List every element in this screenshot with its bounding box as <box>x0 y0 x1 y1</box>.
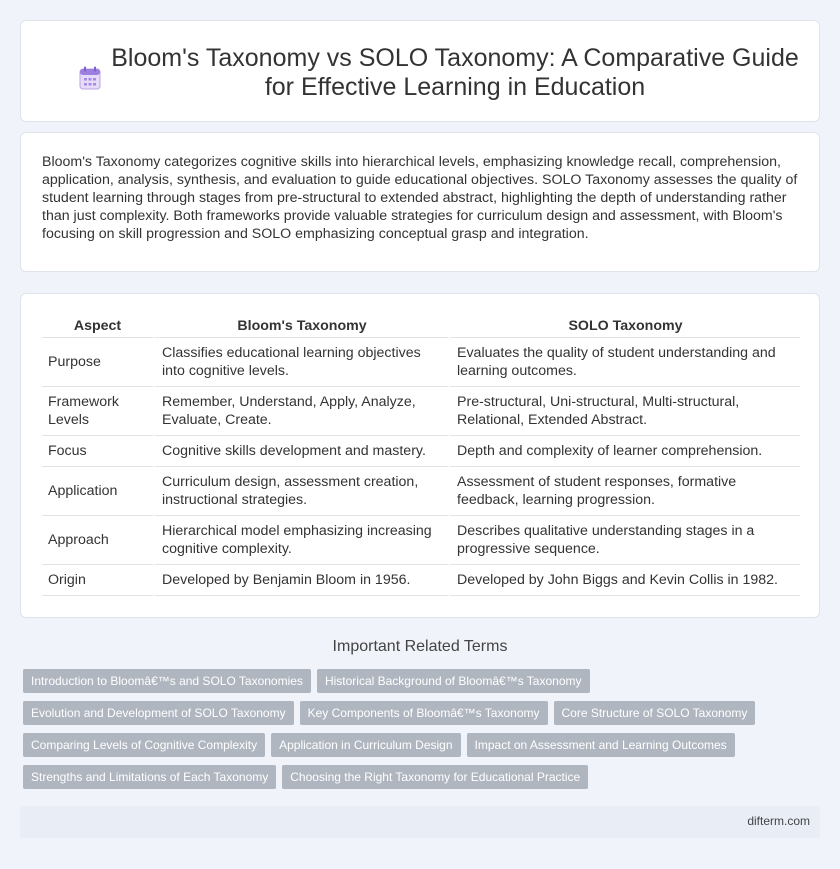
tag-row <box>23 765 823 797</box>
related-term-tag[interactable]: Historical Background of Bloomâ€™s Taxonomy <box>317 669 590 693</box>
table-cell-aspect: Application <box>42 467 153 516</box>
header-card <box>20 20 820 122</box>
table-cell-aspect: Origin <box>42 565 153 596</box>
tag-row <box>23 669 823 701</box>
table-row <box>42 387 800 436</box>
table-cell-aspect: Approach <box>42 516 153 565</box>
tag-row <box>23 733 823 765</box>
related-term-tag[interactable]: Application in Curriculum Design <box>271 733 460 757</box>
table-cell-solo: Assessment of student responses, formative feedback, learning progression. <box>448 467 800 516</box>
comparison-card <box>20 293 820 618</box>
related-term-tag[interactable]: Evolution and Development of SOLO Taxonomy <box>23 701 294 725</box>
related-term-tag[interactable]: Choosing the Right Taxonomy for Educational Practice <box>282 765 588 789</box>
table-row <box>42 516 800 565</box>
intro-card <box>20 132 820 272</box>
table-row <box>42 338 800 387</box>
table-row <box>42 565 800 596</box>
page-title: Bloom's Taxonomy vs SOLO Taxonomy: A Comparative Guide for Effective Learning in Education <box>111 44 799 101</box>
related-term-tag[interactable]: Key Components of Bloomâ€™s Taxonomy <box>300 701 548 725</box>
tag-row <box>23 701 823 733</box>
table-cell-bloom: Developed by Benjamin Bloom in 1956. <box>153 565 448 596</box>
related-term-tag[interactable]: Strengths and Limitations of Each Taxonomy <box>23 765 276 789</box>
table-cell-bloom: Classifies educational learning objectives into cognitive levels. <box>153 338 448 387</box>
table-cell-bloom: Cognitive skills development and mastery. <box>153 436 448 467</box>
footer-site-link[interactable]: difterm.com <box>747 814 810 828</box>
column-header-solo: SOLO Taxonomy <box>448 314 800 338</box>
table-cell-solo: Depth and complexity of learner comprehension. <box>448 436 800 467</box>
related-terms-heading: Important Related Terms <box>332 638 508 655</box>
related-term-tag[interactable]: Impact on Assessment and Learning Outcomes <box>467 733 735 757</box>
calendar-icon <box>79 66 101 90</box>
table-cell-bloom: Remember, Understand, Apply, Analyze, Evaluate, Create. <box>153 387 448 436</box>
table-cell-bloom: Curriculum design, assessment creation, instructional strategies. <box>153 467 448 516</box>
table-cell-bloom: Hierarchical model emphasizing increasing cognitive complexity. <box>153 516 448 565</box>
table-cell-solo: Pre-structural, Uni-structural, Multi-structural, Relational, Extended Abstract. <box>448 387 800 436</box>
comparison-table <box>42 314 800 596</box>
table-cell-aspect: Framework Levels <box>42 387 153 436</box>
table-cell-solo: Describes qualitative understanding stages in a progressive sequence. <box>448 516 800 565</box>
footer <box>20 806 820 838</box>
related-term-tag[interactable]: Comparing Levels of Cognitive Complexity <box>23 733 265 757</box>
table-cell-aspect: Purpose <box>42 338 153 387</box>
column-header-bloom: Bloom's Taxonomy <box>153 314 448 338</box>
table-header-row <box>42 314 800 338</box>
table-row <box>42 467 800 516</box>
intro-text: Bloom's Taxonomy categorizes cognitive skills into hierarchical levels, emphasizing knowledge recall, comprehension, application, analysis, synthesis, and evaluation to guide educational objectives. SOLO Taxonomy assesses the quality of student learning through stages from pre-structural to extended abstract, highlighting the depth of understanding rather than just complexity. Both frameworks provide valuable strategies for curriculum design and assessment, with Bloom's focusing on skill progression and SOLO emphasizing conceptual grasp and integration. <box>42 154 798 242</box>
related-term-tag[interactable]: Introduction to Bloomâ€™s and SOLO Taxonomies <box>23 669 311 693</box>
related-term-tag[interactable]: Core Structure of SOLO Taxonomy <box>554 701 756 725</box>
table-cell-solo: Developed by John Biggs and Kevin Collis in 1982. <box>448 565 800 596</box>
table-row <box>42 436 800 467</box>
related-terms-list <box>23 669 823 797</box>
table-cell-aspect: Focus <box>42 436 153 467</box>
column-header-aspect: Aspect <box>42 314 153 338</box>
table-cell-solo: Evaluates the quality of student understanding and learning outcomes. <box>448 338 800 387</box>
